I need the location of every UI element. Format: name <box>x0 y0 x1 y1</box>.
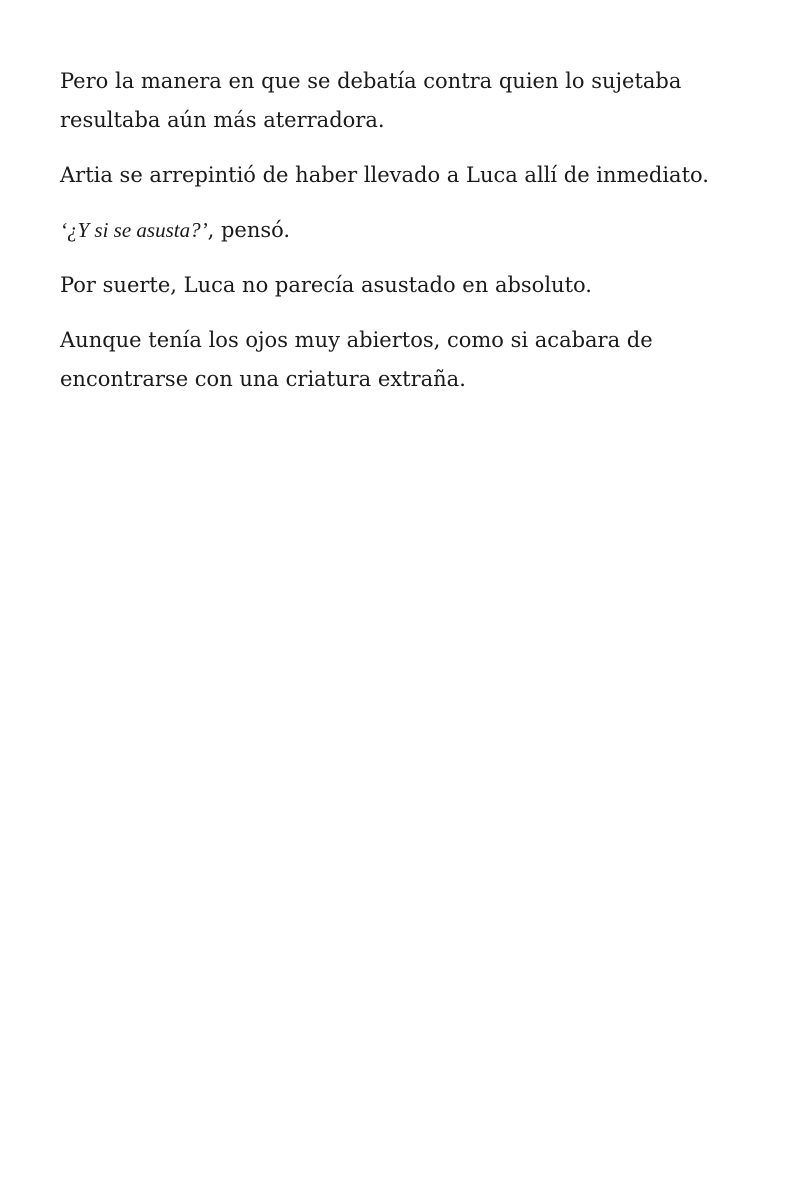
paragraph: Artia se arrepintió de haber llevado a Luca allí de inmediato. <box>60 163 709 187</box>
paragraph: Pero la manera en que se debatía contra quien lo sujetaba resultaba aún más aterradora. <box>60 69 682 132</box>
thought-attribution: , pensó. <box>207 218 291 242</box>
italic-thought: ‘¿Y si se asusta?’ <box>60 218 208 242</box>
paragraph: Por suerte, Luca no parecía asustado en absoluto. <box>60 273 592 297</box>
paragraph: Aunque tenía los ojos muy abiertos, como si acabara de encontrarse con una criatura extraña. <box>60 328 653 391</box>
thought-paragraph <box>60 211 750 250</box>
page-text <box>60 62 750 415</box>
